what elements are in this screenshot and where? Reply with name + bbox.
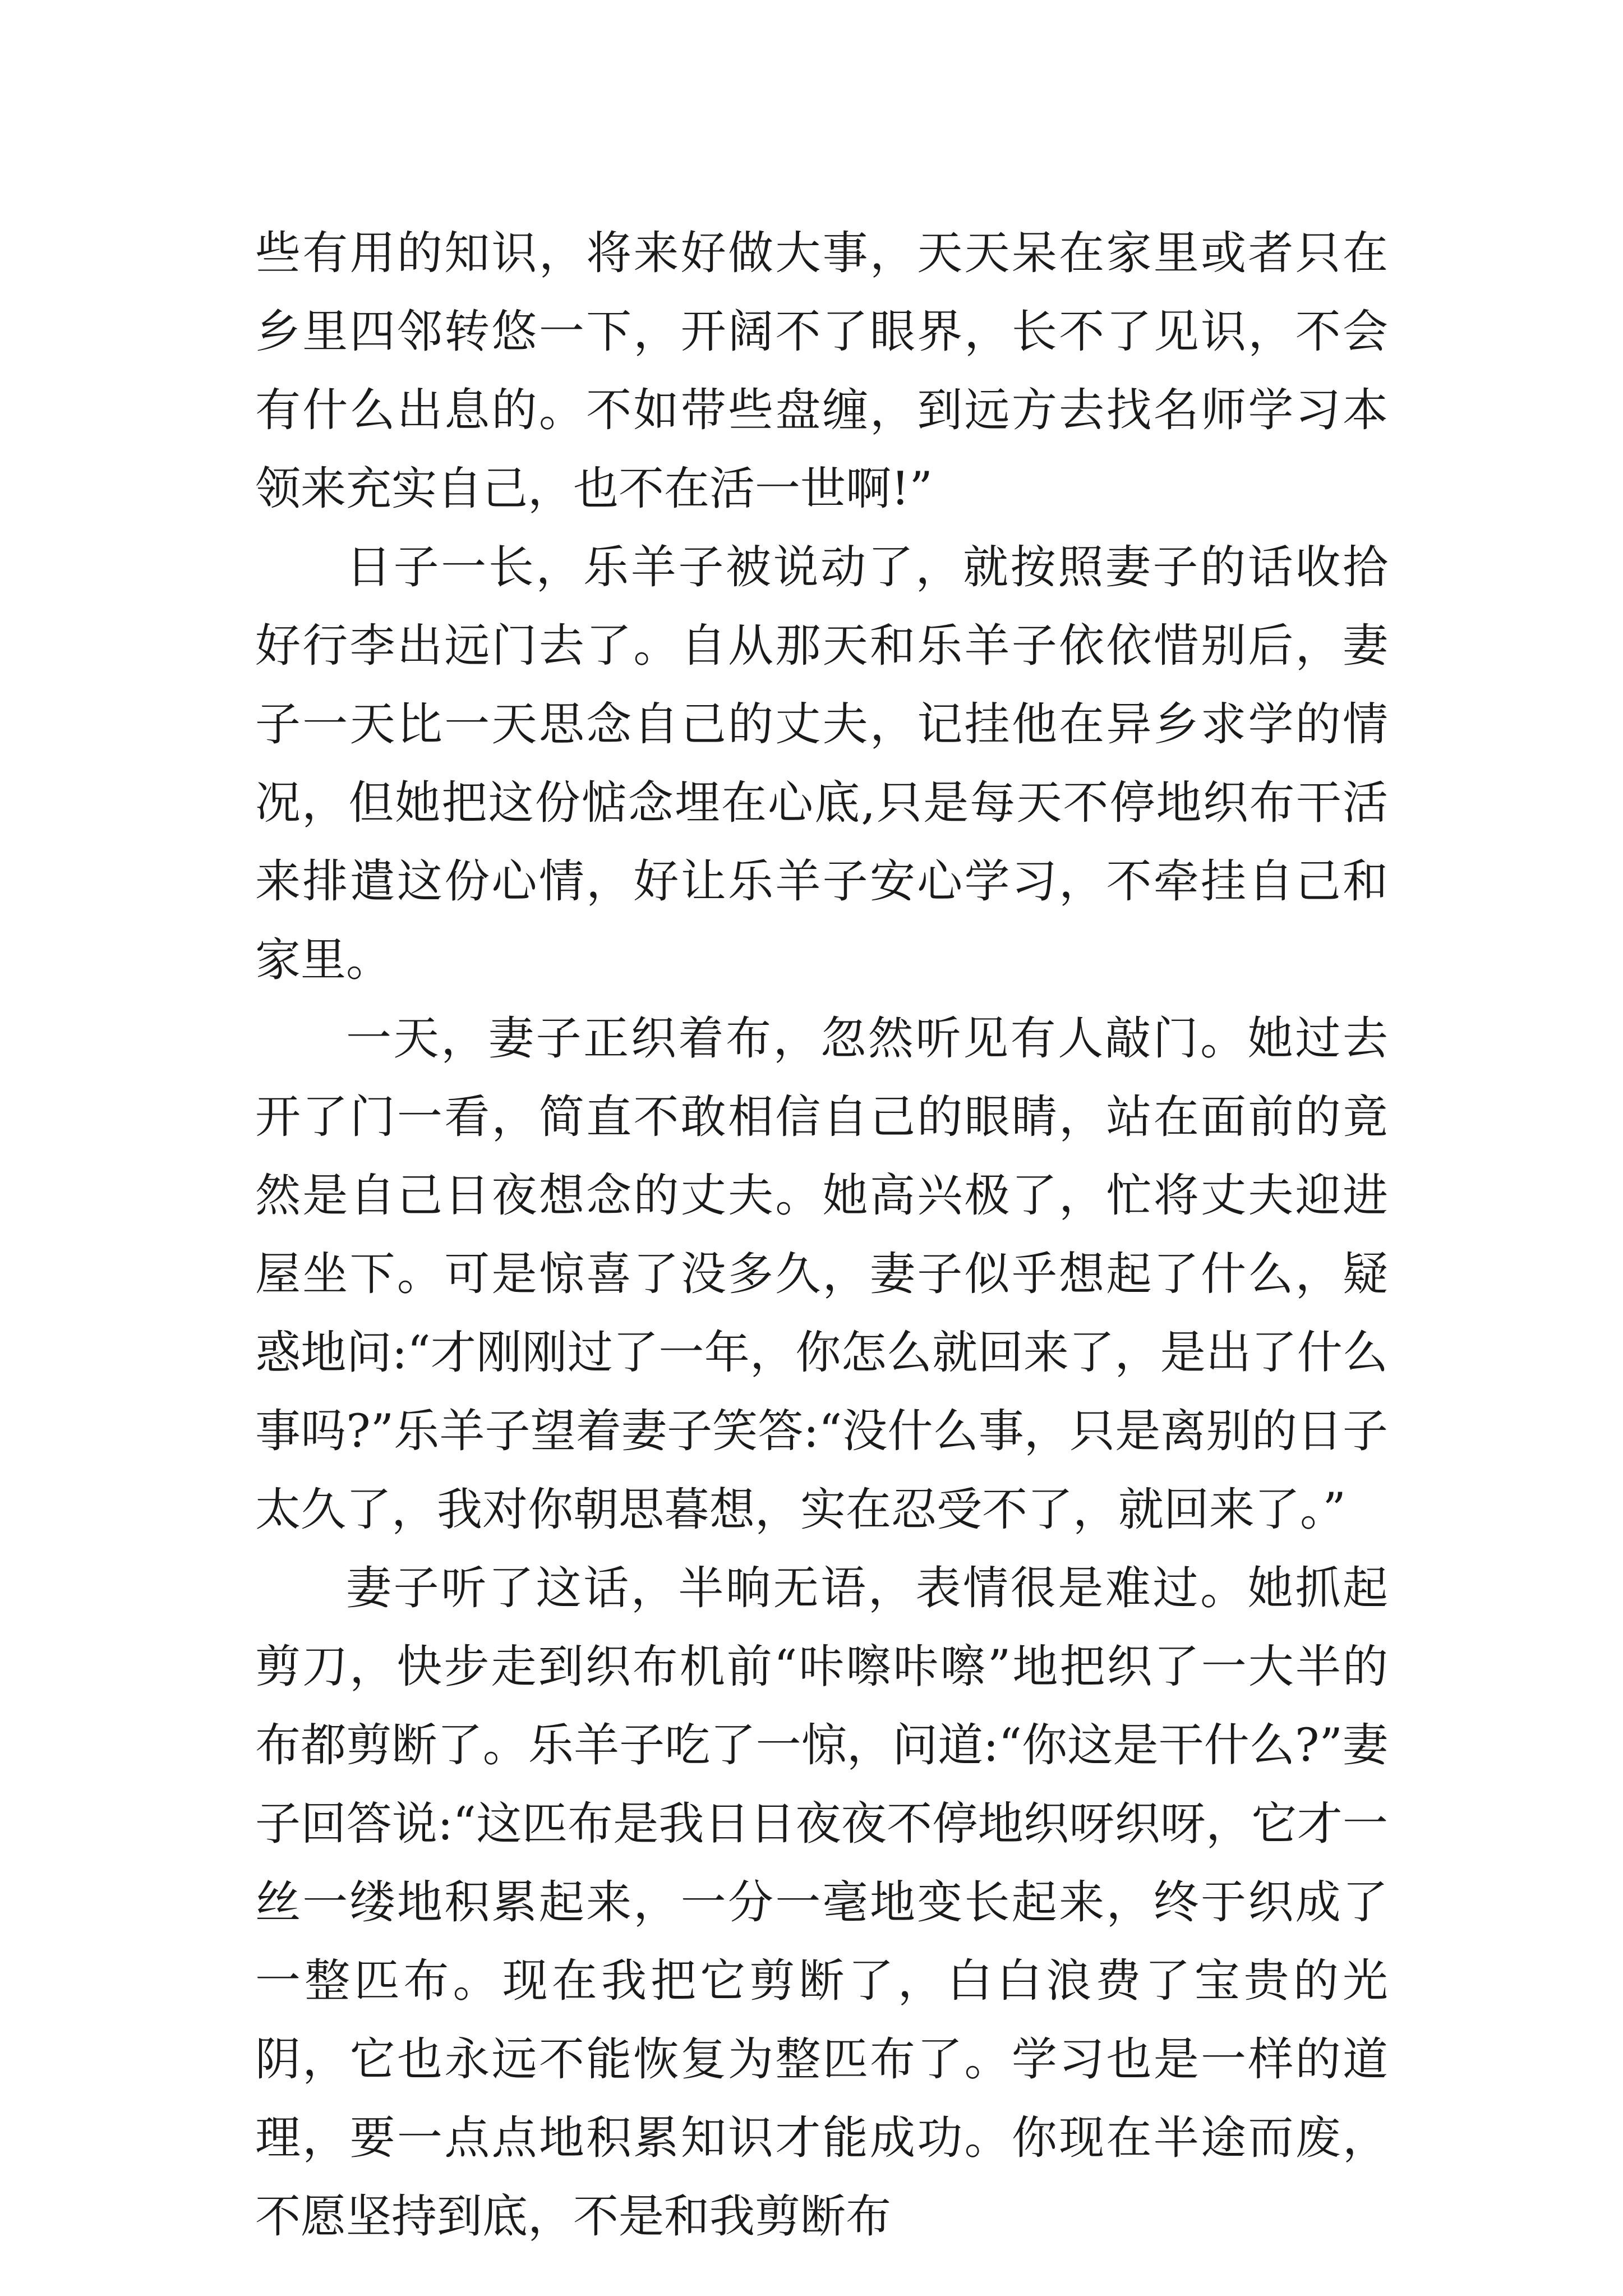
paragraph: 妻子听了这话，半晌无语，表情很是难过。她抓起剪刀，快步走到织布机前“咔嚓咔嚓”地把织了一大半的布都剪断了。乐羊子吃了一惊，问道:“你这是干什么?”妻子回答说:“这匹布是我日日夜夜不停地织呀织呀，它才一丝一缕地积累起来，一分一毫地变长起来，终于织成了一整匹布。现在我把它剪断了，白白浪费了宝贵的光阴，它也永远不能恢复为整匹布了。学习也是一样的道理，要一点点地积累知识才能成功。你现在半途而废，不愿坚持到底，不是和我剪断布 xyxy=(255,1562,1388,2243)
paragraph: 日子一长，乐羊子被说动了，就按照妻子的话收拾好行李出远门去了。自从那天和乐羊子依依惜别后，妻子一天比一天思念自己的丈夫，记挂他在异乡求学的情况，但她把这份惦念埋在心底,只是每天不停地织布干活来排遣这份心情，好让乐羊子安心学习，不牵挂自己和家里。 xyxy=(255,541,1388,987)
paragraph-continuation: 些有用的知识，将来好做大事，天天呆在家里或者只在乡里四邻转悠一下，开阔不了眼界，长不了见识，不会有什么出息的。不如带些盘缠，到远方去找名师学习本领来充实自己，也不在活一世啊!” xyxy=(255,227,1388,516)
paragraph: 一天，妻子正织着布，忽然听见有人敲门。她过去开了门一看，简直不敢相信自己的眼睛，站在面前的竟然是自己日夜想念的丈夫。她高兴极了，忙将丈夫迎进屋坐下。可是惊喜了没多久，妻子似乎想起了什么，疑惑地问:“才刚刚过了一年，你怎么就回来了，是出了什么事吗?”乐羊子望着妻子笑答:“没什么事，只是离别的日子太久了，我对你朝思暮想，实在忍受不了，就回来了。” xyxy=(255,1013,1388,1536)
document-body xyxy=(255,214,1388,2256)
